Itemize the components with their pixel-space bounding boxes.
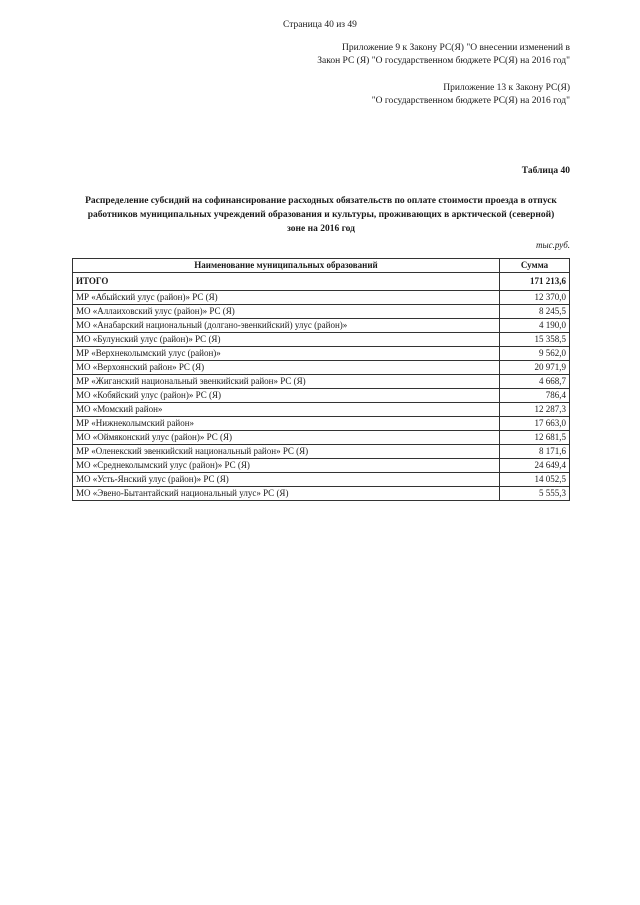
row-sum: 8 245,5 — [500, 305, 570, 319]
row-name: МО «Булунский улус (район)» РС (Я) — [73, 333, 500, 347]
table-row — [73, 319, 570, 333]
table-number: Таблица 40 — [521, 166, 570, 176]
table-row — [73, 417, 570, 431]
units-label: тыс.руб. — [536, 240, 570, 250]
page-number: Страница 40 из 49 — [283, 20, 357, 30]
row-name: МР «Верхнеколымский улус (район)» — [73, 347, 500, 361]
appendix-13-note — [372, 82, 570, 108]
row-sum: 14 052,5 — [500, 473, 570, 487]
table-row — [73, 487, 570, 501]
row-name: МО «Эвено-Бытантайский национальный улус» РС (Я) — [73, 487, 500, 501]
appendix-13-line-1: Приложение 13 к Закону РС(Я) — [443, 83, 570, 93]
table-row — [73, 403, 570, 417]
row-name: МО «Оймяконский улус (район)» РС (Я) — [73, 431, 500, 445]
appendix-9-line-2: Закон РС (Я) "О государственном бюджете РС(Я) на 2016 год" — [317, 56, 570, 66]
row-sum: 8 171,6 — [500, 445, 570, 459]
row-sum: 786,4 — [500, 389, 570, 403]
appendix-13-line-2: "О государственном бюджете РС(Я) на 2016 год" — [371, 96, 570, 106]
row-sum: 12 370,0 — [500, 291, 570, 305]
row-sum: 24 649,4 — [500, 459, 570, 473]
row-sum: 9 562,0 — [500, 347, 570, 361]
table-row — [73, 389, 570, 403]
table-row — [73, 347, 570, 361]
table-row — [73, 445, 570, 459]
row-name: МО «Среднеколымский улус (район)» РС (Я) — [73, 459, 500, 473]
row-sum: 4 190,0 — [500, 319, 570, 333]
document-title — [72, 194, 570, 236]
row-name: МО «Аллаиховский улус (район)» РС (Я) — [73, 305, 500, 319]
table-row — [73, 375, 570, 389]
subsidy-table — [72, 258, 570, 501]
column-header-name: Наименование муниципальных образований — [73, 259, 500, 273]
row-name: МР «Оленекский эвенкийский национальный район» РС (Я) — [73, 445, 500, 459]
total-label: ИТОГО — [73, 273, 500, 291]
appendix-9-note — [317, 42, 570, 68]
row-name: МР «Нижнеколымский район» — [73, 417, 500, 431]
row-name: МО «Анабарский национальный (долгано-эвенкийский) улус (район)» — [73, 319, 500, 333]
row-sum: 15 358,5 — [500, 333, 570, 347]
row-name: МР «Жиганский национальный эвенкийский район» РС (Я) — [73, 375, 500, 389]
row-sum: 20 971,9 — [500, 361, 570, 375]
title-line-3: зоне на 2016 год — [287, 224, 355, 234]
row-sum: 17 663,0 — [500, 417, 570, 431]
row-name: МО «Кобяйский улус (район)» РС (Я) — [73, 389, 500, 403]
row-name: МО «Усть-Янский улус (район)» РС (Я) — [73, 473, 500, 487]
row-sum: 4 668,7 — [500, 375, 570, 389]
row-sum: 5 555,3 — [500, 487, 570, 501]
row-sum: 12 681,5 — [500, 431, 570, 445]
table-row — [73, 291, 570, 305]
table-row — [73, 431, 570, 445]
table-row — [73, 473, 570, 487]
title-line-1: Распределение субсидий на софинансирование расходных обязательств по оплате стоимости проезда в отпуск — [85, 196, 557, 206]
row-name: МО «Верхоянский район» РС (Я) — [73, 361, 500, 375]
table-header-row — [73, 259, 570, 273]
row-name: МР «Абыйский улус (район)» РС (Я) — [73, 291, 500, 305]
title-line-2: работников муниципальных учреждений образования и культуры, проживающих в арктической (северной) — [87, 210, 555, 220]
table-row — [73, 333, 570, 347]
table-row — [73, 305, 570, 319]
total-row — [73, 273, 570, 291]
total-value: 171 213,6 — [500, 273, 570, 291]
row-name: МО «Момский район» — [73, 403, 500, 417]
row-sum: 12 287,3 — [500, 403, 570, 417]
table-row — [73, 361, 570, 375]
column-header-sum: Сумма — [500, 259, 570, 273]
appendix-9-line-1: Приложение 9 к Закону РС(Я) "О внесении изменений в — [342, 43, 570, 53]
table-row — [73, 459, 570, 473]
